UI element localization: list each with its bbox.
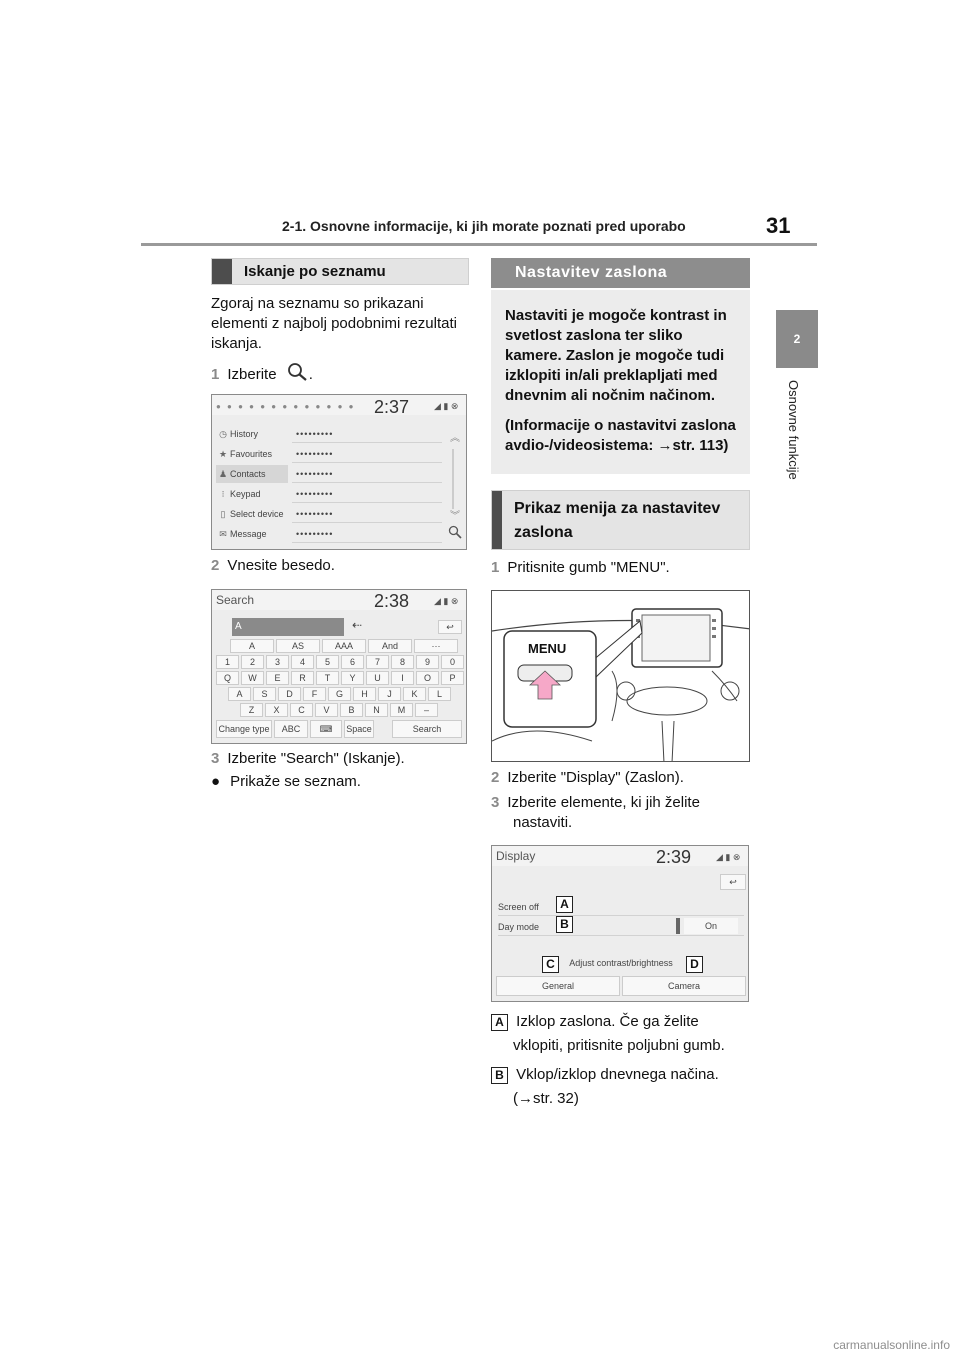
key[interactable]: 7 bbox=[366, 655, 389, 669]
signal-icon: ◢ ▮ ⊗ bbox=[434, 401, 459, 411]
step-number: 1 bbox=[211, 366, 220, 383]
key[interactable]: D bbox=[278, 687, 301, 701]
callout-b: B bbox=[556, 916, 573, 933]
step-number: 2 bbox=[211, 557, 220, 574]
back-icon[interactable]: ↩ bbox=[720, 874, 746, 890]
step-text: Izberite bbox=[227, 366, 277, 383]
header-title: 2-1. Osnovne informacije, ki jih morate poznati pred uporabo bbox=[282, 218, 686, 234]
space-button[interactable]: Space bbox=[344, 720, 374, 738]
key[interactable]: M bbox=[390, 703, 413, 717]
clock-icon: ◷ bbox=[219, 428, 227, 439]
device-icon: ▯ bbox=[220, 508, 226, 519]
section-heading-menu bbox=[491, 490, 750, 550]
list-item-keypad[interactable]: ⁝ Keypad bbox=[216, 485, 456, 503]
key[interactable]: Q bbox=[216, 671, 239, 685]
search-icon bbox=[287, 362, 309, 382]
key[interactable]: W bbox=[241, 671, 264, 685]
keypad-icon: ⁝ bbox=[221, 488, 225, 499]
chapter-label: Osnovne funkcije bbox=[786, 380, 801, 480]
footer-watermark: carmanualsonline.info bbox=[833, 1338, 950, 1352]
scroll-down-icon[interactable]: ︾ bbox=[450, 511, 460, 522]
step-number: 3 bbox=[491, 794, 500, 811]
key[interactable]: K bbox=[403, 687, 426, 701]
key[interactable]: L bbox=[428, 687, 451, 701]
screen-title: Search bbox=[216, 593, 255, 607]
scroll-up-icon[interactable]: ︽ bbox=[450, 433, 460, 444]
screen-time: 2:37 bbox=[374, 397, 410, 417]
key[interactable]: A bbox=[230, 639, 274, 653]
step-text: Izberite "Display" (Zaslon). bbox=[507, 769, 684, 786]
key[interactable]: 8 bbox=[391, 655, 414, 669]
header-rule bbox=[141, 243, 817, 246]
step-2 bbox=[211, 556, 335, 576]
step-text: Izberite "Search" (Iskanje). bbox=[227, 750, 405, 767]
key[interactable]: 2 bbox=[241, 655, 264, 669]
dashboard-illustration bbox=[491, 590, 750, 762]
note-reference: (Informacije o nastavitvi zaslona avdio-/videosistema: →str. 113) bbox=[505, 417, 736, 454]
key[interactable]: I bbox=[391, 671, 414, 685]
section-heading-display bbox=[491, 258, 750, 288]
key[interactable]: A bbox=[228, 687, 251, 701]
list-item-favourites[interactable]: ★ Favourites bbox=[216, 445, 456, 463]
signal-icon: ◢ ▮ ⊗ bbox=[716, 852, 741, 862]
result-row[interactable]: ••••••••• bbox=[292, 445, 442, 463]
screen-off-row[interactable]: Screen off bbox=[498, 898, 744, 916]
result-row[interactable]: ••••••••• bbox=[292, 505, 442, 523]
key[interactable]: S bbox=[253, 687, 276, 701]
message-icon: ✉ bbox=[219, 528, 227, 539]
backspace-icon[interactable]: ⇠ bbox=[352, 618, 363, 632]
letter-a-box: A bbox=[491, 1014, 508, 1031]
letter-b-box: B bbox=[491, 1067, 508, 1084]
search-input[interactable]: A bbox=[232, 618, 344, 636]
step-number: 3 bbox=[211, 750, 220, 767]
key[interactable]: C bbox=[290, 703, 313, 717]
tab-general[interactable]: General bbox=[496, 976, 620, 996]
key[interactable]: T bbox=[316, 671, 339, 685]
key[interactable]: And bbox=[368, 639, 412, 653]
key[interactable]: U bbox=[366, 671, 389, 685]
result-row[interactable]: ••••••••• bbox=[292, 425, 442, 443]
key[interactable]: P bbox=[441, 671, 464, 685]
key[interactable]: J bbox=[378, 687, 401, 701]
key[interactable]: 0 bbox=[441, 655, 464, 669]
step-text: Vnesite besedo. bbox=[227, 557, 335, 574]
key[interactable]: – bbox=[415, 703, 438, 717]
bullet-icon: ● bbox=[211, 773, 221, 790]
display-settings-screen bbox=[491, 845, 749, 1002]
key[interactable]: H bbox=[353, 687, 376, 701]
list-item-contacts[interactable]: ♟ Contacts bbox=[216, 465, 288, 483]
key[interactable]: 4 bbox=[291, 655, 314, 669]
item-a: A Izklop zaslona. Če ga želite vklopiti, pritisnite poljubni gumb. bbox=[491, 1010, 761, 1058]
search-list-screen bbox=[211, 394, 467, 550]
key[interactable]: R bbox=[291, 671, 314, 685]
heading-text: Nastavitev zaslona bbox=[515, 264, 668, 281]
step-suffix: . bbox=[308, 366, 313, 383]
step-text: Pritisnite gumb "MENU". bbox=[507, 559, 670, 576]
step-1 bbox=[211, 362, 313, 385]
day-mode-row[interactable]: Day mode bbox=[498, 918, 744, 936]
search-keyboard-screen bbox=[211, 589, 467, 744]
search-icon[interactable] bbox=[448, 525, 462, 544]
key[interactable]: ··· bbox=[414, 639, 458, 653]
keyboard-icon[interactable]: ⌨ bbox=[310, 720, 342, 738]
key[interactable]: G bbox=[328, 687, 351, 701]
key[interactable]: Y bbox=[341, 671, 364, 685]
screen-time: 2:38 bbox=[374, 591, 410, 611]
day-mode-on-button[interactable]: On bbox=[684, 918, 738, 934]
step-number: 1 bbox=[491, 559, 500, 576]
heading-bar bbox=[492, 491, 502, 549]
back-icon[interactable]: ↩ bbox=[438, 620, 462, 634]
key[interactable]: 5 bbox=[316, 655, 339, 669]
step-r1 bbox=[491, 558, 670, 578]
step-r2 bbox=[491, 768, 684, 788]
star-icon: ★ bbox=[218, 448, 228, 459]
heading-bar bbox=[212, 259, 232, 284]
scrollbar[interactable] bbox=[452, 449, 454, 509]
section-heading-search bbox=[211, 258, 469, 285]
abc-button[interactable]: ABC bbox=[274, 720, 308, 738]
key[interactable]: E bbox=[266, 671, 289, 685]
status-dots: ● ● ● ● ● ● ● ● ● ● ● ● ● bbox=[216, 402, 356, 411]
adjust-contrast-button[interactable]: Adjust contrast/brightness bbox=[569, 958, 673, 968]
heading-text: Prikaz menija za nastavitev zaslona bbox=[514, 500, 721, 541]
key[interactable]: AS bbox=[276, 639, 320, 653]
screen-time: 2:39 bbox=[656, 847, 692, 867]
key[interactable]: Z bbox=[240, 703, 263, 717]
list-item-message[interactable]: ✉ Message bbox=[216, 525, 456, 543]
callout-c: C bbox=[542, 956, 559, 973]
menu-button-label: MENU bbox=[528, 641, 567, 656]
key[interactable]: N bbox=[365, 703, 388, 717]
note-box bbox=[491, 290, 750, 474]
key[interactable]: B bbox=[340, 703, 363, 717]
note-text: Nastaviti je mogoče kontrast in svetlost zaslona ter sliko kamere. Zaslon je mogoče tudi izklopiti in/ali preklapljati med dnevnim ali nočnim načinom. bbox=[505, 307, 727, 404]
result-row[interactable]: ••••••••• bbox=[292, 485, 442, 503]
list-item-history[interactable]: ◷ History bbox=[216, 425, 456, 443]
heading-bar bbox=[491, 258, 503, 288]
key[interactable]: F bbox=[303, 687, 326, 701]
bullet-item: ● Prikaže se seznam. bbox=[211, 773, 361, 790]
key[interactable]: X bbox=[265, 703, 288, 717]
key[interactable]: AAA bbox=[322, 639, 366, 653]
person-icon: ♟ bbox=[218, 468, 228, 479]
step-text: Izberite elemente, ki jih želite nastaviti. bbox=[507, 794, 700, 831]
key[interactable]: 6 bbox=[341, 655, 364, 669]
search-button[interactable]: Search bbox=[392, 720, 462, 738]
key[interactable]: V bbox=[315, 703, 338, 717]
change-type-button[interactable]: Change type bbox=[216, 720, 272, 738]
list-item-select-device[interactable]: ▯ Select device bbox=[216, 505, 456, 523]
callout-d: D bbox=[686, 956, 703, 973]
key[interactable]: 3 bbox=[266, 655, 289, 669]
screen-title: Display bbox=[496, 849, 536, 863]
key[interactable]: O bbox=[416, 671, 439, 685]
step-r3 bbox=[491, 793, 750, 833]
signal-icon: ◢ ▮ ⊗ bbox=[434, 596, 459, 606]
chapter-tab: 2 bbox=[776, 310, 818, 368]
dashboard-drawing bbox=[492, 591, 750, 762]
item-b: B Vklop/izklop dnevnega načina. (→str. 32) bbox=[491, 1063, 761, 1111]
step-3 bbox=[211, 749, 405, 769]
result-row[interactable]: ••••••••• bbox=[292, 465, 442, 483]
heading-text: Iskanje po seznamu bbox=[244, 263, 386, 280]
intro-text: Zgoraj na seznamu so prikazani elementi z najbolj podobnimi rezultati iskanja. bbox=[211, 295, 457, 352]
result-row[interactable]: ••••••••• bbox=[292, 525, 442, 543]
callout-a: A bbox=[556, 896, 573, 913]
day-mode-indicator bbox=[676, 918, 680, 934]
step-number: 2 bbox=[491, 769, 500, 786]
key[interactable]: 9 bbox=[416, 655, 439, 669]
tab-camera[interactable]: Camera bbox=[622, 976, 746, 996]
key[interactable]: 1 bbox=[216, 655, 239, 669]
page-number: 31 bbox=[766, 213, 791, 238]
